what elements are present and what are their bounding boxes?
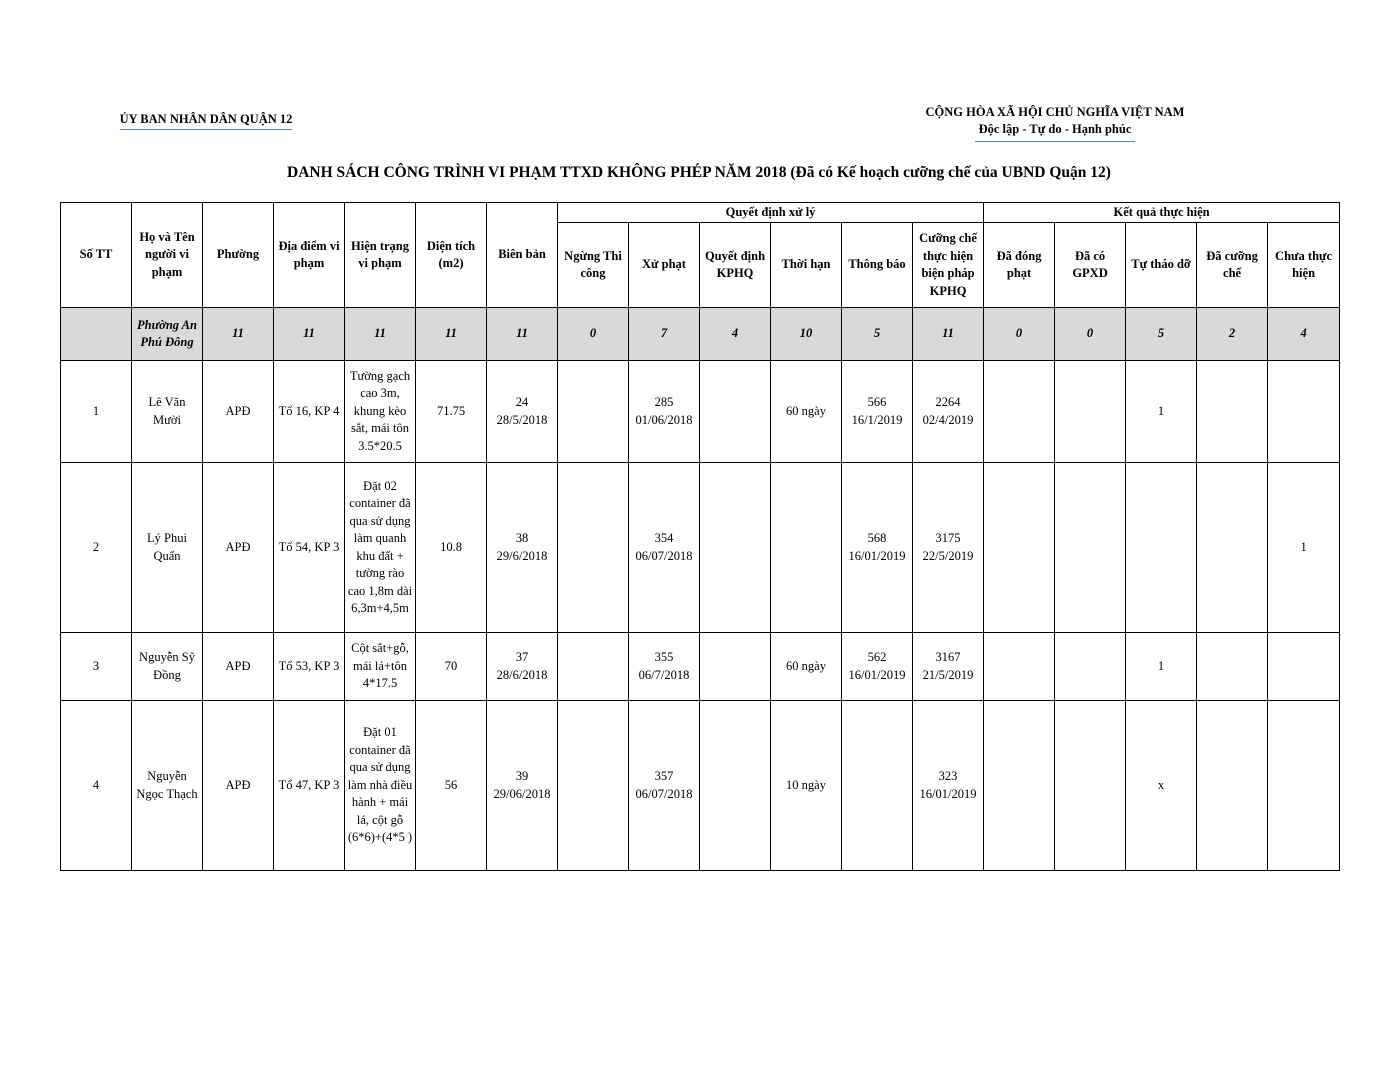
summary-cell: 7 — [629, 308, 700, 361]
authority-underline — [120, 129, 292, 130]
row-self-dismantle: 1 — [1126, 361, 1197, 463]
row-paid — [984, 463, 1055, 633]
summary-cell: 11 — [274, 308, 345, 361]
summary-cell: 4 — [1268, 308, 1340, 361]
row-location: Tổ 54, KP 3 — [274, 463, 345, 633]
enforce-number: 2264 — [935, 395, 961, 409]
record-date: 28/6/2018 — [496, 667, 548, 682]
notice-number: 566 — [867, 395, 887, 409]
record-number: 24 — [515, 395, 529, 409]
row-not-done — [1268, 633, 1340, 701]
group-result-header: Kết quả thực hiện — [984, 203, 1340, 223]
row-enforced — [1197, 701, 1268, 871]
fine-number: 285 — [654, 395, 674, 409]
col-kphq-decision-header: Quyết định KPHQ — [700, 223, 771, 308]
issuing-authority — [96, 112, 316, 130]
row-fine — [629, 701, 700, 871]
notice-number: 562 — [867, 650, 887, 664]
row-notice — [842, 463, 913, 633]
row-deadline — [771, 463, 842, 633]
row-location: Tổ 16, KP 4 — [274, 361, 345, 463]
summary-cell: 5 — [842, 308, 913, 361]
row-stt: 3 — [61, 633, 132, 701]
summary-row — [61, 308, 1340, 361]
row-kphq-decision — [700, 463, 771, 633]
row-status: Đặt 02 container đã qua sử dụng làm quanh khu đất + tường rào cao 1,8m dài 6,3m+4,5m — [345, 463, 416, 633]
col-self-dismantle-header: Tự tháo dỡ — [1126, 223, 1197, 308]
notice-number: 568 — [867, 531, 887, 545]
notice-date: 16/1/2019 — [851, 412, 903, 427]
row-kphq-decision — [700, 361, 771, 463]
fine-number: 354 — [654, 531, 674, 545]
enforce-number: 3167 — [935, 650, 961, 664]
enforce-number: 3175 — [935, 531, 961, 545]
summary-cell: 11 — [203, 308, 274, 361]
record-date: 28/5/2018 — [496, 412, 548, 427]
row-enforce — [913, 701, 984, 871]
row-gpxd — [1055, 463, 1126, 633]
row-notice — [842, 633, 913, 701]
issuing-authority-text: ỦY BAN NHÂN DÂN QUẬN 12 — [119, 112, 293, 126]
col-stt-header: Số TT — [61, 203, 132, 308]
row-name: Lý Phui Quấn — [132, 463, 203, 633]
enforce-date: 21/5/2019 — [922, 667, 974, 682]
col-gpxd-header: Đã có GPXD — [1055, 223, 1126, 308]
col-notice-header: Thông báo — [842, 223, 913, 308]
col-paid-header: Đã đóng phạt — [984, 223, 1055, 308]
row-not-done — [1268, 361, 1340, 463]
row-gpxd — [1055, 633, 1126, 701]
fine-date: 06/07/2018 — [635, 548, 693, 563]
row-enforce — [913, 633, 984, 701]
row-area: 71.75 — [416, 361, 487, 463]
summary-cell: 11 — [345, 308, 416, 361]
enforce-date: 02/4/2019 — [922, 412, 974, 427]
row-gpxd — [1055, 361, 1126, 463]
col-area-header: Diện tích (m2) — [416, 203, 487, 308]
summary-label: Phường An Phú Đông — [132, 308, 203, 361]
table-row — [61, 361, 1340, 463]
row-ward: APĐ — [203, 463, 274, 633]
row-ward: APĐ — [203, 361, 274, 463]
row-stt: 4 — [61, 701, 132, 871]
violation-table — [60, 202, 1340, 871]
row-gpxd — [1055, 701, 1126, 871]
row-stop — [558, 361, 629, 463]
row-kphq-decision — [700, 633, 771, 701]
row-self-dismantle: 1 — [1126, 633, 1197, 701]
row-status: Đặt 01 container đã qua sử dụng làm nhà điều hành + mái lá, cột gỗ (6*6)+(4*5 ) — [345, 701, 416, 871]
row-not-done: 1 — [1268, 463, 1340, 633]
summary-cell: 0 — [984, 308, 1055, 361]
header-row-1 — [61, 203, 1340, 223]
row-fine — [629, 463, 700, 633]
row-area: 10.8 — [416, 463, 487, 633]
row-ward: APĐ — [203, 633, 274, 701]
country-name: CỘNG HÒA XÃ HỘI CHỦ NGHĨA VIỆT NAM — [925, 105, 1185, 119]
col-record-header: Biên bản — [487, 203, 558, 308]
row-enforced — [1197, 633, 1268, 701]
row-stop — [558, 633, 629, 701]
col-stop-header: Ngừng Thi công — [558, 223, 629, 308]
group-decision-header: Quyết định xử lý — [558, 203, 984, 223]
summary-cell: 5 — [1126, 308, 1197, 361]
row-self-dismantle — [1126, 463, 1197, 633]
col-enforce-header: Cưỡng chế thực hiện biện pháp KPHQ — [913, 223, 984, 308]
col-location-header: Địa điểm vi phạm — [274, 203, 345, 308]
row-self-dismantle: x — [1126, 701, 1197, 871]
record-date: 29/06/2018 — [493, 786, 551, 801]
row-enforce — [913, 361, 984, 463]
summary-cell: 2 — [1197, 308, 1268, 361]
summary-cell: 11 — [913, 308, 984, 361]
row-stop — [558, 463, 629, 633]
summary-cell: 10 — [771, 308, 842, 361]
row-location: Tổ 53, KP 3 — [274, 633, 345, 701]
col-enforced-header: Đã cưỡng chế — [1197, 223, 1268, 308]
col-ward-header: Phường — [203, 203, 274, 308]
row-not-done — [1268, 701, 1340, 871]
row-paid — [984, 361, 1055, 463]
fine-date: 01/06/2018 — [635, 412, 693, 427]
row-ward: APĐ — [203, 701, 274, 871]
enforce-number: 323 — [938, 769, 958, 783]
document-title: DANH SÁCH CÔNG TRÌNH VI PHẠM TTXD KHÔNG PHÉP NĂM 2018 (Đã có Kế hoạch cưỡng chế của UBND Quận 12) — [287, 164, 1111, 181]
row-fine — [629, 633, 700, 701]
row-area: 70 — [416, 633, 487, 701]
table-row — [61, 463, 1340, 633]
table-row — [61, 633, 1340, 701]
summary-cell: 0 — [1055, 308, 1126, 361]
row-enforced — [1197, 463, 1268, 633]
row-enforced — [1197, 361, 1268, 463]
row-location: Tổ 47, KP 3 — [274, 701, 345, 871]
row-record — [487, 633, 558, 701]
row-deadline: 60 ngày — [771, 361, 842, 463]
summary-cell: 11 — [416, 308, 487, 361]
row-notice — [842, 701, 913, 871]
row-stop — [558, 701, 629, 871]
row-enforce — [913, 463, 984, 633]
col-fine-header: Xử phạt — [629, 223, 700, 308]
row-area: 56 — [416, 701, 487, 871]
record-date: 29/6/2018 — [496, 548, 548, 563]
col-status-header: Hiện trạng vi phạm — [345, 203, 416, 308]
row-name: Lê Văn Mười — [132, 361, 203, 463]
record-number: 39 — [515, 769, 529, 783]
notice-date: 16/01/2019 — [848, 667, 906, 682]
summary-cell: 0 — [558, 308, 629, 361]
row-kphq-decision — [700, 701, 771, 871]
table-row — [61, 701, 1340, 871]
row-paid — [984, 633, 1055, 701]
col-name-header: Họ và Tên người vi phạm — [132, 203, 203, 308]
col-deadline-header: Thời hạn — [771, 223, 842, 308]
row-stt: 2 — [61, 463, 132, 633]
fine-number: 355 — [654, 650, 674, 664]
row-notice — [842, 361, 913, 463]
row-name: Nguyễn Sỹ Đồng — [132, 633, 203, 701]
notice-date: 16/01/2019 — [848, 548, 906, 563]
record-number: 37 — [515, 650, 529, 664]
row-fine — [629, 361, 700, 463]
row-stt: 1 — [61, 361, 132, 463]
enforce-date: 16/01/2019 — [919, 786, 977, 801]
row-paid — [984, 701, 1055, 871]
row-deadline: 60 ngày — [771, 633, 842, 701]
row-status: Tường gạch cao 3m, khung kèo sắt, mái tôn 3.5*20.5 — [345, 361, 416, 463]
enforce-date: 22/5/2019 — [922, 548, 974, 563]
summary-cell-empty — [61, 308, 132, 361]
row-status: Cột sắt+gỗ, mái lá+tôn 4*17.5 — [345, 633, 416, 701]
row-record — [487, 701, 558, 871]
summary-cell: 4 — [700, 308, 771, 361]
fine-date: 06/07/2018 — [635, 786, 693, 801]
row-deadline: 10 ngày — [771, 701, 842, 871]
national-motto — [890, 104, 1220, 142]
record-number: 38 — [515, 531, 529, 545]
row-record — [487, 463, 558, 633]
fine-date: 06/7/2018 — [638, 667, 690, 682]
row-name: Nguyễn Ngọc Thạch — [132, 701, 203, 871]
row-record — [487, 361, 558, 463]
motto: Độc lập - Tự do - Hạnh phúc — [978, 122, 1132, 136]
summary-cell: 11 — [487, 308, 558, 361]
fine-number: 357 — [654, 769, 674, 783]
motto-underline — [975, 141, 1135, 142]
col-not-done-header: Chưa thực hiện — [1268, 223, 1340, 308]
